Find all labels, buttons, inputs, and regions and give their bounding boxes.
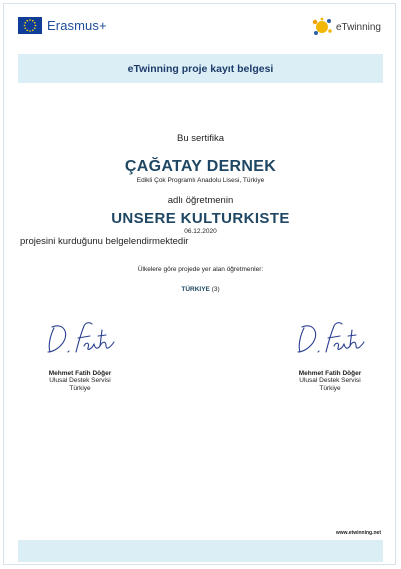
signatory-country: Türkiye bbox=[69, 385, 91, 392]
certificate-title: eTwinning proje kayıt belgesi bbox=[127, 62, 274, 75]
title-band bbox=[18, 54, 383, 83]
project-date: 06.12.2020 bbox=[184, 228, 217, 235]
project-name: UNSERE KULTURKISTE bbox=[111, 210, 290, 227]
signatory-name: Mehmet Fatih Döğer bbox=[48, 370, 112, 377]
signature-image bbox=[40, 318, 120, 362]
country-name: TÜRKIYE bbox=[181, 286, 210, 293]
teacher-name: ÇAĞATAY DERNEK bbox=[124, 158, 277, 175]
erasmus-logo bbox=[18, 17, 107, 34]
country-entry bbox=[0, 286, 401, 293]
signature-block-left bbox=[15, 318, 145, 393]
erasmus-label: Erasmus+ bbox=[47, 18, 107, 33]
role-line: adlı öğretmenin bbox=[167, 195, 234, 206]
signatory-org: Ulusal Destek Servisi bbox=[299, 377, 361, 384]
signatory-org: Ulusal Destek Servisi bbox=[49, 377, 111, 384]
website-link[interactable]: www.etwinning.net bbox=[335, 530, 381, 536]
signatory-country: Türkiye bbox=[319, 385, 341, 392]
eu-flag-icon bbox=[18, 17, 42, 34]
countries-intro: Ülkelere göre projede yer alan öğretmenler: bbox=[137, 266, 264, 273]
etwinning-label: eTwinning bbox=[335, 21, 381, 33]
certificate-border bbox=[3, 3, 396, 565]
signature-image bbox=[290, 318, 370, 362]
signatory-name: Mehmet Fatih Döğer bbox=[298, 370, 362, 377]
school-name: Edikli Çok Programlı Anadolu Lisesi, Türkiye bbox=[136, 177, 265, 184]
signature-block-right bbox=[265, 318, 395, 393]
etwinning-logo bbox=[311, 16, 381, 38]
etwinning-icon bbox=[311, 16, 333, 38]
intro-text: Bu sertifika bbox=[177, 133, 224, 144]
country-count: (3) bbox=[211, 286, 220, 293]
footer-band bbox=[18, 540, 383, 562]
certifies-line: projesini kurduğunu belgelendirmektedir bbox=[20, 236, 189, 247]
